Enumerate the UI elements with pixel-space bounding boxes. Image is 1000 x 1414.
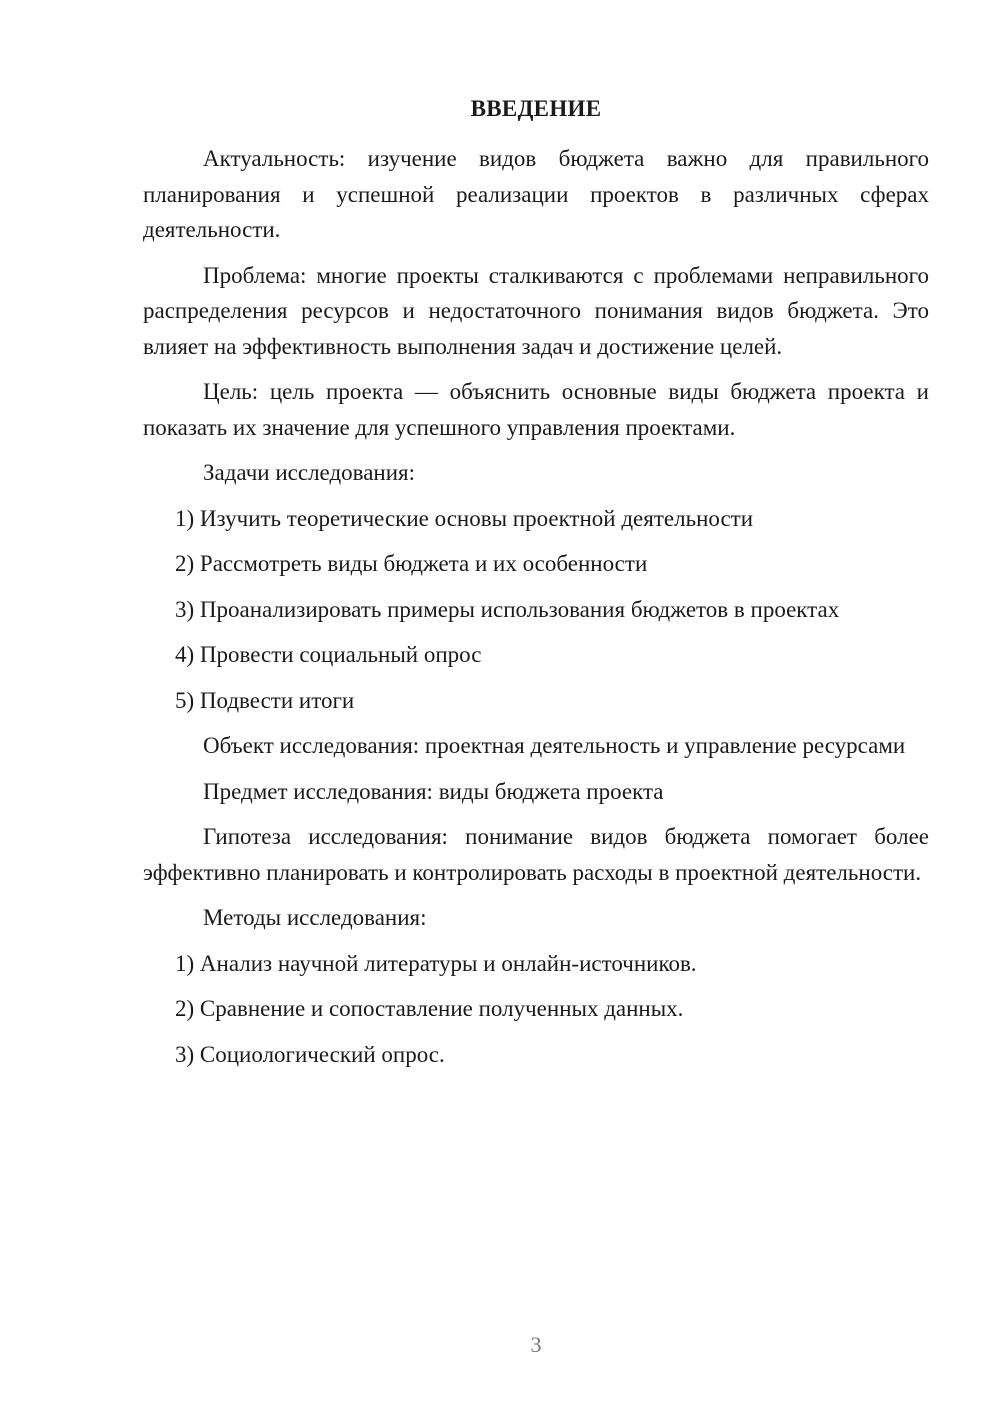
problem-paragraph: Проблема: многие проекты сталкиваются с проблемами неправильного распределения ресурсов и недостаточного понимания видов бюджета. Это влияет на эффективность выполнения задач и достижение целей. [143,262,929,359]
method-item: 1) Анализ научной литературы и онлайн-источников. [175,950,697,976]
method-item: 3) Социологический опрос. [175,1041,445,1067]
page-number: 3 [530,1332,542,1357]
page-title: ВВЕДЕНИЕ [470,96,602,121]
subject-paragraph: Предмет исследования: виды бюджета проекта [203,778,664,804]
body-text [143,141,929,1082]
tasks-heading: Задачи исследования: [203,460,416,485]
methods-heading: Методы исследования: [203,905,427,930]
task-item: 5) Подвести итоги [175,687,355,713]
task-item: 3) Проанализировать примеры использования бюджетов в проектах [175,596,840,622]
task-item: 4) Провести социальный опрос [175,642,482,667]
goal-paragraph: Цель: цель проекта — объяснить основные виды бюджета проекта и показать их значение для успешного управления проектами. [143,379,929,440]
method-item: 2) Сравнение и сопоставление полученных данных. [175,996,684,1021]
task-item: 2) Рассмотреть виды бюджета и их особенности [175,551,648,576]
methods-list [143,946,929,1073]
object-paragraph: Объект исследования: проектная деятельность и управление ресурсами [203,733,906,758]
relevance-paragraph: Актуальность: изучение видов бюджета важно для правильного планирования и успешной реализации проектов в различных сферах деятельности. [143,146,929,242]
hypothesis-paragraph: Гипотеза исследования: понимание видов бюджета помогает более эффективно планировать и контролировать расходы в проектной деятельности. [143,824,929,885]
tasks-list [143,501,929,719]
task-item: 1) Изучить теоретические основы проектной деятельности [175,505,754,531]
